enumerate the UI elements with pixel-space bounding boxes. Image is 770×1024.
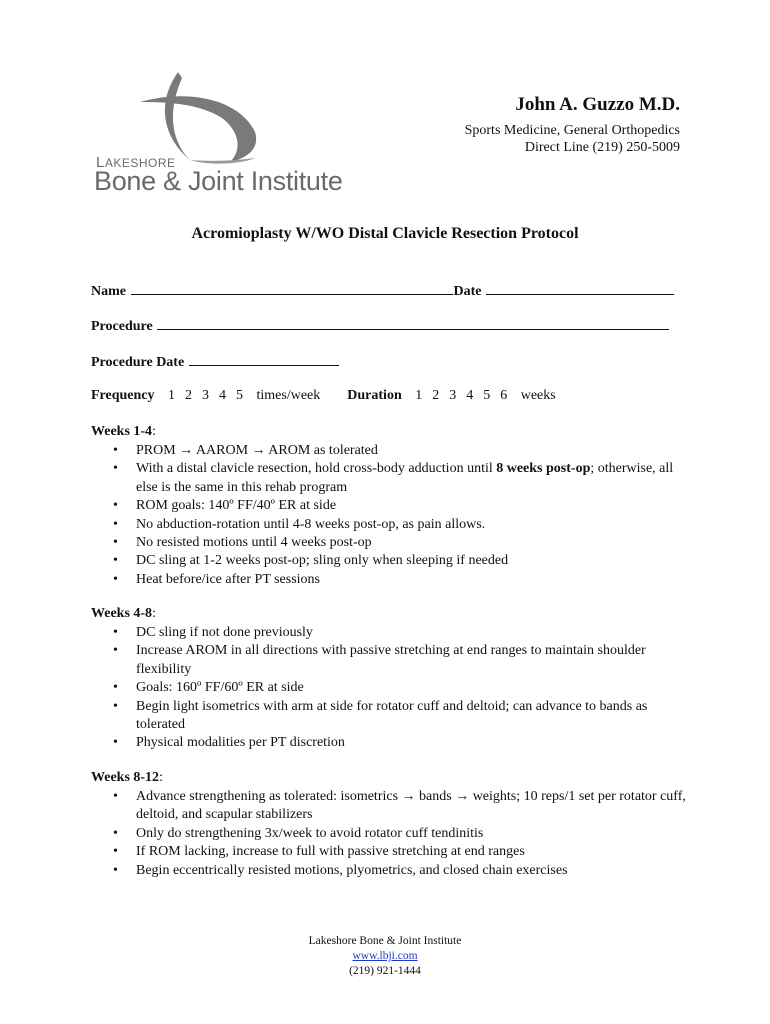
logo-institute-text: Bone & Joint Institute	[94, 166, 343, 196]
form-frequency-options-3[interactable]: 3	[202, 388, 210, 403]
form-duration-options-6[interactable]: 6	[500, 388, 508, 403]
footer	[0, 934, 770, 979]
date-field[interactable]	[486, 282, 674, 295]
list-item	[91, 534, 691, 552]
section-weeks-1-4	[91, 424, 691, 589]
list-item-text: Advance strengthening as tolerated: isometrics → bands → weights; 10 reps/1 set per rotator cuff, deltoid, and scapular stabilizers	[136, 789, 686, 823]
list-item	[91, 698, 691, 735]
form-duration-options-5[interactable]: 5	[483, 388, 491, 403]
form-duration-options-2[interactable]: 2	[432, 388, 440, 403]
section-heading: Weeks 1-4:	[91, 424, 156, 439]
list-item-text: Begin eccentrically resisted motions, plyometrics, and closed chain exercises	[136, 862, 568, 878]
list-item-text: Physical modalities per PT discretion	[136, 735, 345, 751]
list-item	[91, 497, 691, 515]
procedure-date-row	[91, 353, 340, 371]
bullet-icon: •	[113, 862, 118, 878]
bullet-icon: •	[113, 498, 118, 514]
doctor-phone: Direct Line (219) 250-5009	[524, 140, 680, 155]
section-list	[91, 624, 691, 753]
section-weeks-8-12	[91, 770, 691, 880]
list-item-text: Increase AROM in all directions with passive stretching at end ranges to maintain shoulder flexibility	[136, 643, 646, 677]
bullet-icon: •	[113, 643, 118, 659]
form-frequency-options-5[interactable]: 5	[236, 388, 244, 403]
list-item	[91, 862, 691, 880]
frequency-duration-row	[91, 388, 556, 404]
doctor-name: John A. Guzzo M.D.	[515, 94, 680, 115]
list-item	[91, 788, 691, 825]
form-duration-options-1[interactable]: 1	[415, 388, 423, 403]
list-item	[91, 552, 691, 570]
list-item	[91, 843, 691, 861]
list-item	[91, 442, 691, 460]
procedure-row	[91, 317, 670, 335]
list-item	[91, 460, 691, 497]
list-item	[91, 642, 691, 679]
institute-logo	[92, 70, 382, 200]
bullet-icon: •	[113, 698, 118, 714]
form-frequency-options-2[interactable]: 2	[185, 388, 193, 403]
bullet-icon: •	[113, 625, 118, 640]
section-weeks-4-8	[91, 606, 691, 753]
form-duration-options-4[interactable]: 4	[466, 388, 474, 403]
bullet-icon: •	[113, 789, 118, 804]
list-item-text: Only do strengthening 3x/week to avoid rotator cuff tendinitis	[136, 825, 484, 841]
list-item	[91, 825, 691, 843]
list-item-text: DC sling if not done previously	[136, 625, 313, 640]
list-item-text: DC sling at 1-2 weeks post-op; sling only when sleeping if needed	[136, 553, 509, 569]
section-list	[91, 788, 691, 880]
bullet-icon: •	[113, 735, 118, 751]
page-title: Acromioplasty W/WO Distal Clavicle Resection Protocol	[191, 225, 579, 242]
name-label: Name	[91, 284, 126, 299]
logo-lakeshore-text: LAKESHORE	[96, 154, 176, 171]
bullet-icon: •	[113, 535, 118, 551]
footer-phone: (219) 921-1444	[349, 965, 421, 977]
procedure-field[interactable]	[157, 317, 669, 330]
list-item-text: Goals: 160º FF/60º ER at side	[136, 680, 304, 696]
form-frequency-options-4[interactable]: 4	[219, 388, 227, 403]
duration-unit: weeks	[520, 388, 556, 403]
frequency-unit: times/week	[256, 388, 321, 403]
bullet-icon: •	[113, 553, 118, 569]
bullet-icon: •	[113, 825, 118, 841]
bullet-icon: •	[113, 571, 118, 587]
list-item	[91, 516, 691, 534]
list-item-text: Begin light isometrics with arm at side for rotator cuff and deltoid; can advance to bands as tolerated	[136, 698, 648, 733]
bullet-icon: •	[113, 844, 118, 860]
frequency-label: Frequency	[91, 388, 155, 403]
list-item	[91, 734, 691, 752]
list-item-text: No abduction-rotation until 4-8 weeks post-op, as pain allows.	[136, 516, 486, 532]
section-heading: Weeks 4-8:	[91, 606, 156, 621]
list-item-text: No resisted motions until 4 weeks post-op	[136, 535, 372, 551]
doctor-specialty: Sports Medicine, General Orthopedics	[464, 123, 680, 138]
procedure-date-field[interactable]	[189, 353, 339, 366]
list-item	[91, 571, 691, 589]
list-item-text: With a distal clavicle resection, hold cross-body adduction until 8 weeks post-op; otherwise, all else is the same in this rehab program	[136, 461, 674, 495]
list-item-text: ROM goals: 140º FF/40º ER at side	[136, 498, 337, 514]
list-item-text: Heat before/ice after PT sessions	[136, 571, 321, 587]
list-item	[91, 624, 691, 642]
doctor-info	[465, 94, 680, 156]
list-item	[91, 679, 691, 697]
name-field[interactable]	[131, 282, 453, 295]
bullet-icon: •	[113, 443, 118, 458]
section-heading: Weeks 8-12:	[91, 770, 163, 785]
duration-label: Duration	[347, 388, 402, 403]
list-item-text: If ROM lacking, increase to full with passive stretching at end ranges	[136, 844, 525, 860]
bullet-icon: •	[113, 461, 118, 477]
footer-org: Lakeshore Bone & Joint Institute	[308, 935, 462, 947]
date-label: Date	[453, 284, 482, 299]
footer-website-link[interactable]: www.lbji.com	[352, 950, 418, 962]
bullet-icon: •	[113, 516, 118, 532]
bullet-icon: •	[113, 680, 118, 696]
list-item-text: PROM → AAROM → AROM as tolerated	[136, 443, 378, 458]
name-date-row	[91, 282, 675, 300]
procedure-label: Procedure	[91, 319, 153, 334]
form-frequency-options-1[interactable]: 1	[168, 388, 176, 403]
procedure-date-label: Procedure Date	[91, 355, 185, 370]
form-duration-options-3[interactable]: 3	[449, 388, 457, 403]
section-list	[91, 442, 691, 589]
